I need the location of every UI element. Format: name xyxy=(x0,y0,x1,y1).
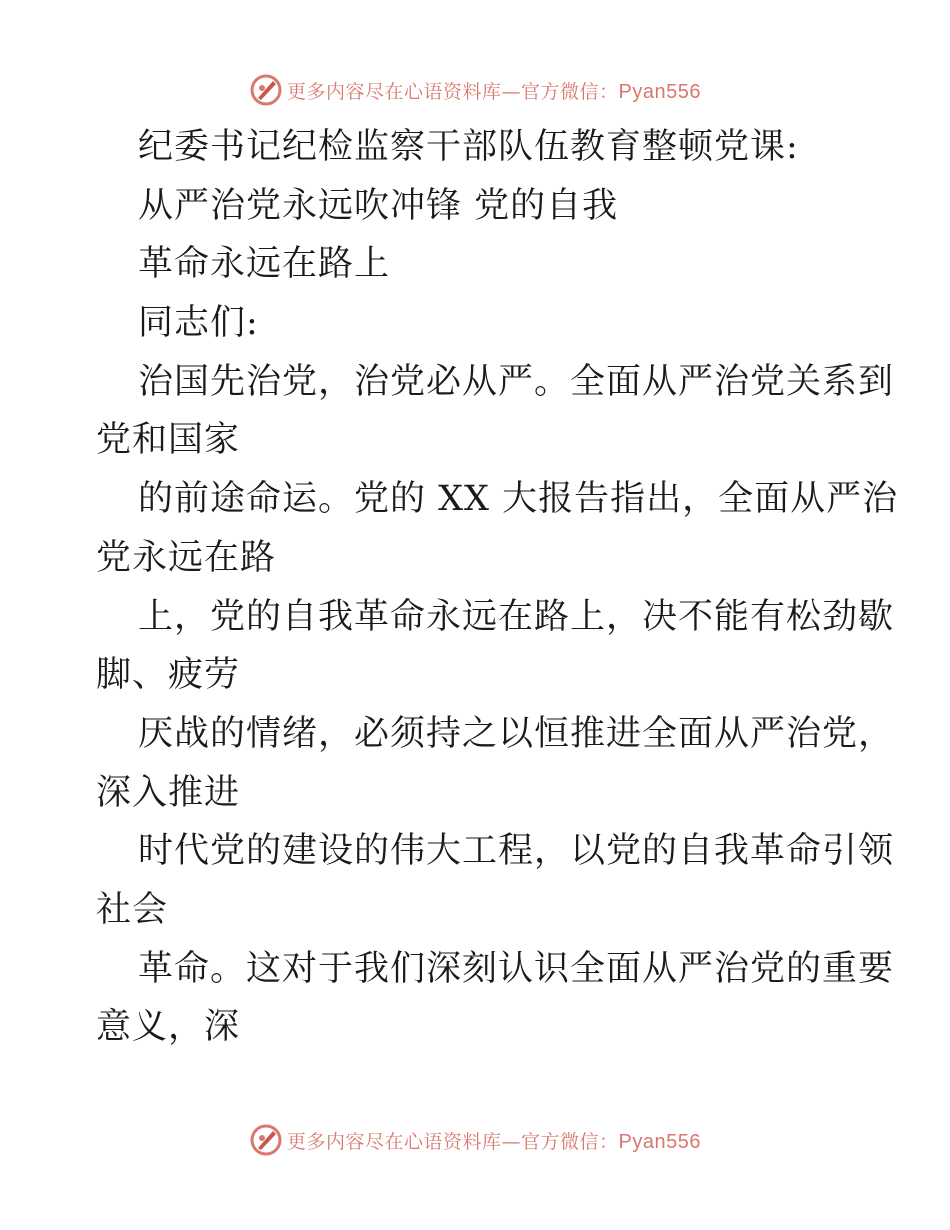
text-line: 上，党的自我革命永远在路上，决不能有松劲歇 xyxy=(138,596,895,637)
watermark-text: 更多内容尽在心语资料库—官方微信：Pyan556 xyxy=(287,80,701,103)
text-line: 深入推进 xyxy=(96,772,241,813)
text-line: 党和国家 xyxy=(96,420,241,461)
footer-watermark xyxy=(0,1120,950,1160)
text-line: 革命。这对于我们深刻认识全面从严治党的重要 xyxy=(138,948,895,989)
text-line: 党永远在路 xyxy=(96,537,277,578)
text-line: 革命永远在路上 xyxy=(138,244,391,285)
seal-logo-icon xyxy=(249,73,283,107)
text-line: 的前途命运。党的 XX 大报告指出，全面从严治 xyxy=(138,479,899,520)
text-line: 厌战的情绪，必须持之以恒推进全面从严治党， xyxy=(138,713,895,754)
text-line: 时代党的建设的伟大工程，以党的自我革命引领 xyxy=(138,831,895,872)
document-body xyxy=(96,118,899,1057)
text-line: 纪委书记纪检监察干部队伍教育整顿党课: xyxy=(138,127,799,167)
text-line: 社会 xyxy=(96,889,169,930)
text-line: 意义，深 xyxy=(96,1007,241,1048)
watermark-text: 更多内容尽在心语资料库—官方微信：Pyan556 xyxy=(287,1130,701,1153)
header-watermark xyxy=(0,70,950,110)
text-line: 同志们: xyxy=(138,303,259,344)
text-line: 脚、疲劳 xyxy=(96,655,241,696)
seal-logo-icon xyxy=(249,1123,283,1157)
text-line: 从严治党永远吹冲锋 党的自我 xyxy=(138,185,619,226)
text-line: 治国先治党，治党必从严。全面从严治党关系到 xyxy=(138,361,895,402)
